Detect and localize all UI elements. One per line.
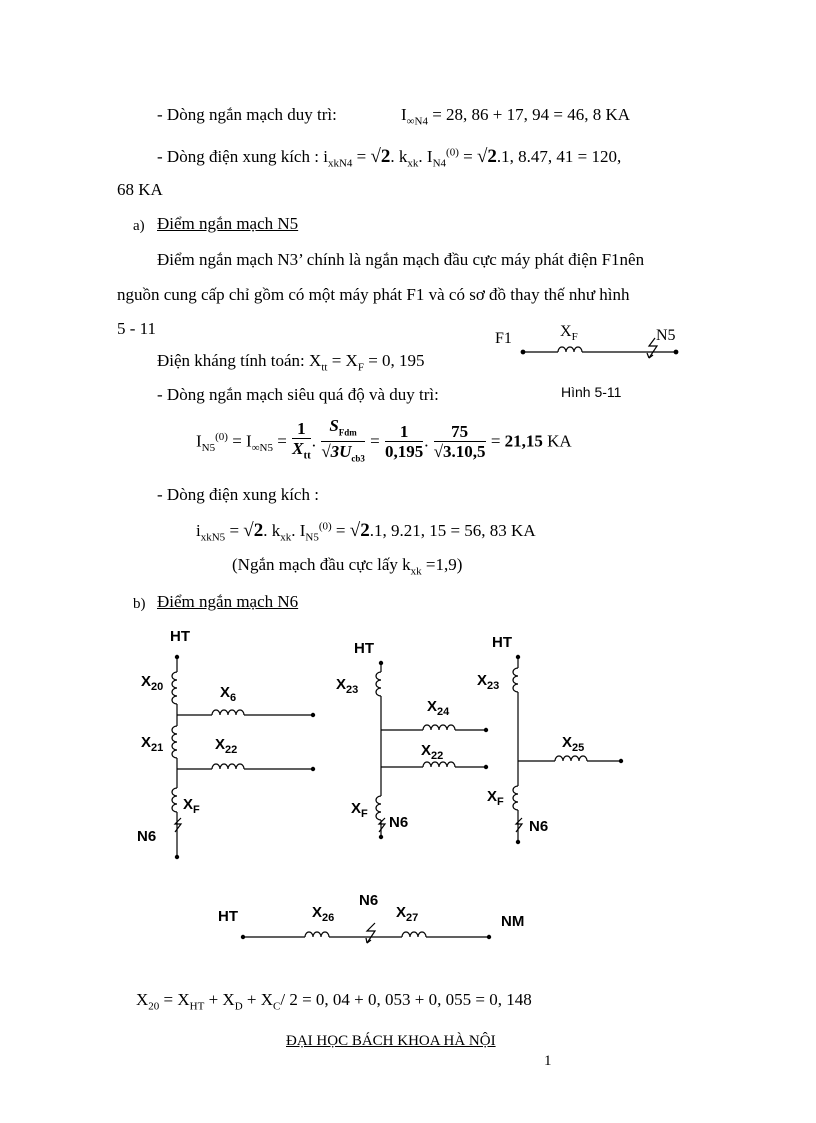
diagram2-lines	[376, 661, 488, 838]
d4-nm-label: NM	[501, 913, 525, 930]
d1-fault-icon	[175, 818, 181, 832]
d2-n6-label: N6	[389, 814, 409, 831]
d3-n6-label: N6	[529, 818, 549, 835]
symbol-i: i	[323, 147, 328, 166]
d1-ht-label: HT	[170, 628, 190, 645]
page-number: 1	[544, 1053, 552, 1069]
k-symbol: . k	[390, 147, 408, 166]
d1-x6-inductor-icon	[212, 710, 244, 715]
sub-f: F	[357, 361, 364, 374]
d3-x25-inductor-icon	[555, 756, 587, 761]
d3-x25-label: $X_{25}$	[562, 734, 585, 754]
paragraph-line-1: Điểm ngắn mạch N3’ chính là ngắn mạch đầu cực máy phát điện F1nên	[157, 250, 645, 269]
sub-xkn4: xkN4	[327, 157, 353, 170]
d1-x20-inductor-icon	[172, 672, 177, 704]
d2-x24-inductor-icon	[423, 725, 455, 730]
section-a-title: Điểm ngắn mạch N5	[157, 214, 299, 233]
sqrt-2: √2	[476, 146, 497, 167]
sub-tt: tt	[321, 361, 328, 374]
diagram4-lines	[241, 923, 490, 943]
d3-xf-label: $X_F$	[487, 788, 504, 808]
fraction-1-over-xtt: $\frac{1}{X_{tt}}$	[292, 419, 311, 462]
eq-sign: =	[458, 147, 477, 166]
d4-ht-label: HT	[218, 908, 238, 925]
d3-ht-label: HT	[492, 634, 512, 651]
result-value: 21,15	[504, 431, 543, 451]
fig511-xf-label: $X_F$	[560, 323, 578, 344]
paragraph-line-3: 5 - 11	[117, 319, 157, 338]
d1-x6-label: $X_6$	[220, 684, 237, 704]
line1-text: - Dòng ngắn mạch duy trì:	[157, 105, 337, 124]
diagram3-lines	[513, 655, 623, 843]
eq-value: = 28, 86 + 17, 94 = 46, 8 KA	[427, 105, 631, 124]
fig511-n5-label: N5	[656, 327, 676, 344]
d3-fault-icon	[516, 818, 522, 832]
sub-xk: xk	[407, 157, 419, 170]
line-transient-current: - Dòng ngắn mạch siêu quá độ và duy trì:	[157, 385, 439, 404]
diagram1-lines	[172, 655, 315, 858]
eq-subscript: ∞N4	[406, 115, 428, 128]
I-symbol: . I	[418, 147, 433, 166]
d4-x27-label: $X_{27}$	[396, 904, 419, 924]
footer-university: ĐẠI HỌC BÁCH KHOA HÀ NỘI	[286, 1033, 496, 1049]
d1-x20-label: $X_{20}$	[141, 673, 164, 693]
section-a-marker: a)	[133, 218, 145, 234]
d2-xf-label: $X_F$	[351, 800, 368, 820]
d1-xf-label: $X_F$	[183, 796, 200, 816]
eq-symbol: I	[401, 105, 407, 124]
line-shock-current-n5: - Dòng điện xung kích :	[157, 485, 319, 504]
formula-n5: $I_{N5}^{(0)} = I_{\infty N5}$ = $\frac{1}{X_{tt}}$ . $\frac{S_{Fdm}}{√3U_{cb3}}$ = $\frac{1}{0,195}$ . $\frac{75}{√3.10,5}$ = 21,15 KA	[196, 415, 572, 470]
d1-x22-inductor-icon	[212, 764, 244, 769]
d1-x21-inductor-icon	[172, 726, 177, 758]
section-b-title: Điểm ngắn mạch N6	[157, 592, 299, 611]
d4-x26-label: $X_{26}$	[312, 904, 335, 924]
d1-x21-label: $X_{21}$	[141, 734, 164, 754]
fraction-1-over-0195: $\frac{1}{0,195}$	[384, 422, 424, 462]
eq-sign: =	[352, 147, 371, 166]
fig511-f1-label: F1	[495, 330, 512, 347]
d1-x22-label: $X_{22}$	[215, 736, 238, 756]
d2-x23-inductor-icon	[376, 672, 381, 696]
fig511-caption: Hình 5-11	[561, 384, 622, 400]
d4-x27-inductor-icon	[402, 932, 426, 937]
d2-xf-inductor-icon	[376, 796, 381, 820]
d2-x23-label: $X_{23}$	[336, 676, 359, 696]
d4-n6-label: N6	[359, 892, 379, 909]
d3-x23-inductor-icon	[513, 668, 518, 692]
line2-text: - Dòng điện xung kích :	[157, 147, 324, 166]
line2-continuation: 68 KA	[117, 180, 163, 199]
d1-n6-label: N6	[137, 828, 157, 845]
eq-tail: .1, 8.47, 41 = 120,	[496, 147, 622, 166]
d3-x23-label: $X_{23}$	[477, 672, 500, 692]
fraction-75-over-sqrt: $\frac{75}{√3.10,5}$	[433, 422, 486, 462]
note-line: (Ngắn mạch đầu cực lấy $k_{xk} =1,9$)	[232, 555, 463, 578]
reactance-text: Điện kháng tính toán: X	[157, 351, 322, 370]
d3-xf-inductor-icon	[513, 786, 518, 810]
d2-x24-label: $X_{24}$	[427, 698, 450, 718]
fig511-inductor-icon	[558, 347, 582, 352]
sqrt-2: √2	[370, 146, 391, 167]
d1-xf-inductor-icon	[172, 788, 177, 812]
d2-ht-label: HT	[354, 640, 374, 657]
d2-x22-inductor-icon	[423, 762, 455, 767]
x20-formula: $X_{20} = X_{HT} + X_D + X_C/$ 2 = 0, 04 + 0, 053 + 0, 055 = 0, 148	[136, 990, 532, 1013]
section-b-marker: b)	[133, 596, 146, 612]
paragraph-line-2: nguồn cung cấp chỉ gồm có một máy phát F1 và có sơ đồ thay thế như hình	[117, 285, 630, 304]
fraction-s-over-u: $\frac{S_{Fdm}}{√3U_{cb3}}$	[321, 415, 365, 464]
d4-x26-inductor-icon	[305, 932, 329, 937]
sub-n4: N4	[432, 157, 447, 170]
sup-0: (0)	[446, 146, 459, 159]
reactance-mid: = X	[327, 351, 358, 370]
reactance-value: = 0, 195	[363, 351, 425, 370]
formula-shock-n5: $i_{xkN5} = √2$. $k_{xk}$. $I_{N5}^{(0)} = √2.1$, 9.21, 15 = 56, 83 KA	[196, 520, 536, 544]
d2-x22-label: $X_{22}$	[421, 742, 444, 762]
fig511-diagram	[521, 338, 678, 358]
